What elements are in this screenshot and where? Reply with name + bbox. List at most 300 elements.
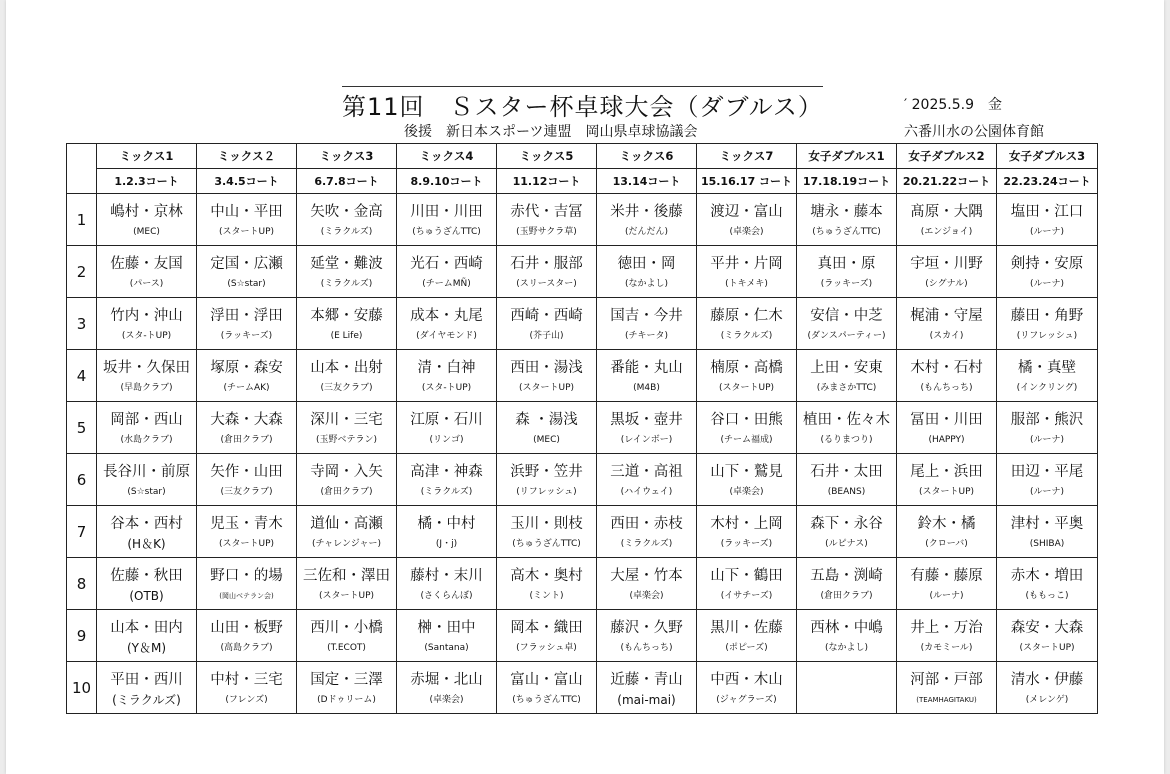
table-row [67,350,1098,402]
pair-names: 江原・石川 [410,411,483,428]
pair-names: 深川・三宅 [310,411,383,428]
club-name: (ミラクルズ) [320,278,373,289]
pair-cell [97,402,197,454]
pair-cell [897,558,997,610]
club-name: (mai-mai) [617,692,676,707]
club-name: (フレンズ) [225,694,268,705]
header-row-courts [67,169,1098,194]
court-header: 17.18.19コート [797,169,897,194]
event-header: ミックス5 [497,144,597,169]
club-name: (ももっこ) [1025,590,1069,601]
pair-names: 西田・湯浅 [510,359,583,376]
club-name: (チャレンジャー) [311,538,382,549]
pair-names: 大屋・竹本 [610,567,683,584]
row-number: 8 [67,558,97,610]
pair-cell [997,662,1098,714]
pair-cell [397,298,497,350]
pair-cell [497,506,597,558]
court-header: 6.7.8コート [297,169,397,194]
pair-names: 米井・後藤 [610,203,683,220]
pair-cell [997,558,1098,610]
pair-names: 藤村・末川 [410,567,483,584]
pair-cell [397,662,497,714]
pair-cell [397,246,497,298]
pair-cell [197,350,297,402]
pair-names: 山本・田内 [110,619,183,636]
pair-names: 藤原・仁木 [710,307,783,324]
pair-names: 光石・西崎 [410,255,483,272]
club-name: (ジャグラーズ) [716,694,777,705]
club-name: (メレンゲ) [1025,694,1069,705]
pair-names: 冨田・川田 [910,411,983,428]
club-name: (ミラクルズ) [320,226,373,237]
pair-cell [697,350,797,402]
pair-names: 石井・太田 [810,463,883,480]
pair-names: 梶浦・守屋 [910,307,983,324]
club-name: (玉野サクラ草) [516,226,577,237]
pair-names: 赤堀・北山 [410,671,483,688]
pair-cell [97,350,197,402]
club-name: (みまさかTTC) [816,382,877,393]
pair-names: 西林・中嶋 [810,619,883,636]
row-number: 5 [67,402,97,454]
pair-cell [497,246,597,298]
pair-cell [397,350,497,402]
club-name: (スカイ) [929,330,964,341]
pair-cell [697,610,797,662]
club-name: (ちゅうざんTTC) [812,226,881,237]
pair-names: 尾上・浜田 [910,463,983,480]
pair-cell [597,506,697,558]
header-row-events [67,144,1098,169]
pair-cell [997,298,1098,350]
event-date: ′ 2025.5.9 金 [904,97,1002,113]
pair-names: 番能・丸山 [610,359,683,376]
court-header: 8.9.10コート [397,169,497,194]
pair-cell [797,402,897,454]
pair-names: 延堂・難波 [310,255,383,272]
pair-names: 平田・西川 [110,671,183,688]
pair-cell [897,194,997,246]
pair-cell [397,558,497,610]
club-name: (早島クラブ) [120,382,173,393]
club-name: (芥子山) [529,330,564,341]
club-name: (フラッシュ卓) [516,642,577,653]
pair-cell [97,454,197,506]
club-name: (ミラクルズ) [112,692,181,707]
club-name: (S☆star) [227,278,266,289]
pair-cell [697,506,797,558]
pair-names: 徳田・岡 [617,255,676,272]
pair-names: 有藤・藤原 [910,567,983,584]
pair-cell [97,558,197,610]
club-name: (ルーナ) [1029,278,1065,289]
club-name: (ラッキーズ) [720,538,773,549]
pair-names: 田辺・平尾 [1010,463,1084,480]
pair-cell [797,610,897,662]
club-name: (M4B) [633,382,660,393]
pair-cell [797,246,897,298]
club-name: (Y＆M) [126,640,167,655]
row-number: 10 [67,662,97,714]
table-row [67,610,1098,662]
club-name: (E Life) [330,330,363,341]
pair-names: 津村・平奥 [1010,515,1084,532]
pair-cell [597,246,697,298]
pair-cell [497,194,597,246]
event-header: 女子ダブルス3 [997,144,1098,169]
pair-names: 服部・熊沢 [1010,411,1084,428]
pair-cell [197,558,297,610]
club-name: (スタートUP) [218,538,275,549]
court-header: 22.23.24コート [997,169,1098,194]
club-name: (スタートUP) [1019,642,1075,653]
club-name: (リンゴ) [429,434,464,445]
club-name: (ルーナ) [929,590,964,601]
club-name: (スリースター) [516,278,577,289]
club-name: (ちゅうざんTTC) [412,226,481,237]
pair-names: 井上・万治 [910,619,983,636]
pair-cell [597,194,697,246]
pair-cell [297,610,397,662]
sponsor-line: 後援 新日本スポーツ連盟 岡山県卓球協議会 [404,124,698,140]
pair-names: 榊・田中 [417,619,476,636]
pair-names: 国吉・今井 [610,307,683,324]
pair-cell [897,350,997,402]
pair-names: 山田・板野 [210,619,283,636]
pair-names: 安信・中芝 [810,307,883,324]
club-name: (チキータ) [624,330,669,341]
pair-cell [197,194,297,246]
pair-cell [297,402,397,454]
pair-names: 橘・真壁 [1018,359,1076,376]
pair-cell [497,298,597,350]
pair-cell [397,454,497,506]
club-name: (ちゅうざんTTC) [512,694,581,705]
pair-names: 高津・神森 [410,463,483,480]
pair-names: 清水・伊藤 [1010,671,1084,688]
pair-names: 赤木・増田 [1010,567,1084,584]
pair-cell [197,662,297,714]
pair-cell [897,402,997,454]
table-row [67,246,1098,298]
club-name: (三友クラブ) [220,486,273,497]
pair-names: 西川・小橋 [310,619,383,636]
pair-cell [897,662,997,714]
pair-names: 谷口・田熊 [710,411,783,428]
pair-names: 長谷川・前原 [103,463,190,480]
club-name: (リフレッシュ) [516,486,577,497]
club-name: (インクリング) [1016,382,1078,393]
pair-names: 岡部・西山 [110,411,183,428]
event-header: 女子ダブルス1 [797,144,897,169]
event-header: ミックス1 [97,144,197,169]
pair-names: 大森・大森 [210,411,283,428]
club-name: (ダンスパーティー) [807,330,886,341]
club-name: (Dドゥリーム) [317,694,376,705]
club-name: (TEAMHAGITAKU) [916,695,977,704]
pair-cell [397,402,497,454]
club-name: (ハイウェイ) [620,486,673,497]
pair-cell [97,194,197,246]
club-name: (スタ-トUP) [421,382,472,393]
court-header: 11.12コート [497,169,597,194]
pair-cell [997,610,1098,662]
pair-cell [297,298,397,350]
pair-cell [97,298,197,350]
pair-names: 浜野・笠井 [510,463,583,480]
document-page [6,0,1164,774]
pair-names: 橘・中村 [417,515,476,532]
pair-names: 黒川・佐藤 [710,619,783,636]
pair-cell [97,610,197,662]
pair-cell [297,558,397,610]
club-name: (ルーナ) [1029,486,1065,497]
pair-cell [497,402,597,454]
pair-names: 森安・大森 [1010,619,1084,636]
row-number: 7 [67,506,97,558]
row-number: 1 [67,194,97,246]
pair-cell [797,506,897,558]
pair-names: 坂井・久保田 [103,359,190,376]
pair-cell [97,246,197,298]
club-name: (倉田クラブ) [220,434,273,445]
court-header: 3.4.5コート [197,169,297,194]
pair-cell [997,402,1098,454]
table-row [67,662,1098,714]
pair-cell [497,662,597,714]
club-name: (パース) [129,278,164,289]
pair-names: 国定・三澤 [310,671,383,688]
pair-names: 上田・安東 [810,359,883,376]
club-name: (チームMÑ) [422,278,471,289]
club-name: (さくらんぼ) [420,590,473,601]
pair-cell [197,298,297,350]
table-row [67,402,1098,454]
club-name: (エンジョイ) [920,226,973,237]
court-header: 13.14コート [597,169,697,194]
pair-cell [797,194,897,246]
pair-names: 高木・奥村 [510,567,583,584]
club-name: (ルーナ) [1029,226,1065,237]
pair-cell [197,402,297,454]
pair-names: 森 ・湯浅 [515,411,578,428]
club-name: (ルピナス) [825,538,868,549]
pair-names: 中山・平田 [210,203,283,220]
pair-cell [197,610,297,662]
club-name: (ちゅうざんTTC) [512,538,581,549]
pair-cell [297,246,397,298]
club-name: (ルーナ) [1029,434,1065,445]
pair-cell [797,298,897,350]
pair-names: 道仙・高瀬 [310,515,383,532]
club-name: (BEANS) [827,486,866,497]
pair-cell [597,454,697,506]
event-header: ミックス7 [697,144,797,169]
table-row [67,558,1098,610]
pair-names: 児玉・青木 [210,515,283,532]
club-name: (スタ-トUP) [121,330,172,341]
pair-names: 矢作・山田 [210,463,283,480]
pair-cell [897,298,997,350]
pair-cell [497,350,597,402]
pair-cell [497,558,597,610]
pair-names: 平井・片岡 [710,255,783,272]
court-header: 20.21.22コート [897,169,997,194]
club-name: (倉田クラブ) [320,486,373,497]
club-name: (ダイヤモンド) [416,330,477,341]
club-name: (スタートUP) [718,382,775,393]
club-name: (OTB) [129,588,164,603]
club-name: (T.ECOT) [327,642,366,653]
club-name: (スタートUP) [918,486,975,497]
row-number: 4 [67,350,97,402]
pair-cell [997,246,1098,298]
club-name: (トキメキ) [725,278,768,289]
club-name: (イサチーズ) [720,590,773,601]
club-name: (卓楽会) [629,590,664,601]
club-name: (ミラクルズ) [620,538,673,549]
pair-names: 鈴木・橘 [917,515,976,532]
pair-cell [597,350,697,402]
pair-names: 山下・鶴田 [710,567,783,584]
pair-names: 佐藤・秋田 [110,567,183,584]
pair-names: 近藤・青山 [610,671,683,688]
club-name: (卓楽会) [729,486,764,497]
club-name: (水島クラブ) [120,434,173,445]
club-name: (卓楽会) [729,226,764,237]
club-name: (チームAK) [223,382,270,393]
pair-cell [797,350,897,402]
pair-names: 竹内・沖山 [110,307,183,324]
club-name: (SHIBA) [1029,538,1065,549]
pair-names: 木村・石村 [910,359,983,376]
table-row [67,506,1098,558]
pair-names: 真田・原 [817,255,876,272]
pair-names: 定国・広瀬 [210,255,283,272]
tournament-title: 第11回 Ｓスター杯卓球大会（ダブルス） [342,86,823,122]
pair-cell [697,246,797,298]
pair-cell [997,454,1098,506]
pair-names: 中西・木山 [710,671,783,688]
event-header: ミックス4 [397,144,497,169]
pair-cell [197,506,297,558]
pair-names: 黒坂・壺井 [610,411,683,428]
pair-names: 塚原・森安 [210,359,283,376]
pair-cell [797,662,897,714]
table-row [67,454,1098,506]
club-name: (ミント) [529,590,564,601]
club-name: (S☆star) [127,486,166,497]
pair-cell [697,454,797,506]
pair-cell [397,610,497,662]
court-header: 1.2.3コート [97,169,197,194]
row-number: 3 [67,298,97,350]
pair-cell [397,506,497,558]
pair-cell [997,506,1098,558]
row-number: 6 [67,454,97,506]
pair-cell [97,662,197,714]
club-name: (ミラクルズ) [720,330,773,341]
pair-cell [397,194,497,246]
pair-cell [297,350,397,402]
club-name: (三友クラブ) [320,382,373,393]
event-header: 女子ダブルス2 [897,144,997,169]
club-name: (リフレッシュ) [1016,330,1078,341]
pair-names: 野口・的場 [210,567,283,584]
club-name: (MEC) [533,434,560,445]
pair-cell [197,454,297,506]
pair-cell [297,506,397,558]
pair-names: 谷本・西村 [110,515,183,532]
pair-names: 藤沢・久野 [610,619,683,636]
club-name: (ミラクルズ) [420,486,473,497]
club-name: (玉野ベテラン) [315,434,378,445]
club-name: (岡山ベテラン会) [219,591,274,600]
club-name: (ラッキーズ) [820,278,873,289]
event-header: ミックス２ [197,144,297,169]
club-name: (だんだん) [624,226,669,237]
pair-names: 石井・服部 [510,255,583,272]
pair-cell [197,246,297,298]
venue-name: 六番川水の公園体育館 [904,124,1044,140]
pair-cell [597,558,697,610]
court-header: 15.16.17 コート [697,169,797,194]
club-name: (HAPPY) [928,434,965,445]
pair-cell [997,194,1098,246]
club-name: (Santana) [424,642,469,653]
pair-names: 中村・三宅 [210,671,283,688]
pair-names: 木村・上岡 [710,515,783,532]
club-name: (J・j) [435,538,458,549]
pair-cell [897,246,997,298]
bracket-table [66,143,1098,714]
corner-cell [67,144,97,194]
pair-names: 西田・赤枝 [610,515,683,532]
pair-cell [597,298,697,350]
club-name: (シグナル) [925,278,968,289]
pair-names: 渡辺・富山 [710,203,783,220]
club-name: (スタートUP) [218,226,275,237]
pair-names: 清・白神 [417,359,476,376]
pair-names: 植田・佐々木 [803,411,890,428]
pair-cell [997,350,1098,402]
table-row [67,194,1098,246]
pair-cell [597,402,697,454]
pair-names: 髙原・大隅 [910,203,983,220]
pair-cell [497,610,597,662]
club-name: (もんちっち) [920,382,973,393]
pair-names: 塩田・江口 [1010,203,1084,220]
club-name: (もんちっち) [620,642,673,653]
pair-names: 玉川・則枝 [510,515,583,532]
pair-names: 寺岡・入矢 [310,463,383,480]
row-number: 9 [67,610,97,662]
club-name: (なかよし) [824,642,869,653]
pair-names: 五島・渕崎 [810,567,883,584]
pair-cell [297,194,397,246]
row-number: 2 [67,246,97,298]
pair-cell [697,194,797,246]
pair-names: 佐藤・友国 [110,255,183,272]
club-name: (卓楽会) [429,694,464,705]
pair-names: 西崎・西崎 [510,307,583,324]
club-name: (H＆K) [127,536,166,551]
club-name: (ポピーズ) [725,642,768,653]
pair-names: 矢吹・金高 [310,203,383,220]
club-name: (倉田クラブ) [820,590,873,601]
pair-cell [297,454,397,506]
